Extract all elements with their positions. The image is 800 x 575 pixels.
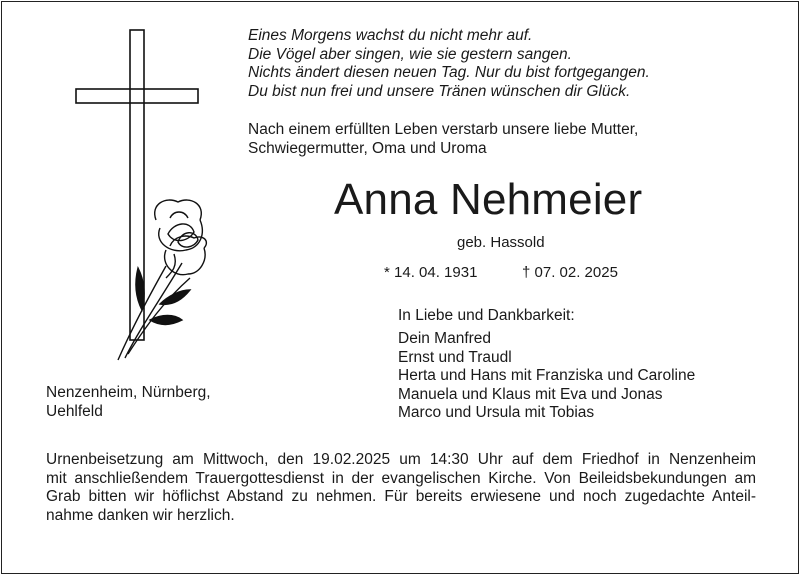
deceased-name: Anna Nehmeier [334,175,643,224]
place-line: Uehlfeld [46,402,103,420]
mourner-entry: Ernst und Traudl [398,348,512,366]
funeral-notice [46,451,756,525]
poem-line: Die Vögel aber singen, wie sie gestern sangen. [248,45,572,63]
notice-line: Urnenbeisetzung am Mittwoch, den 19.02.2025 um 14:30 Uhr auf dem Friedhof in Nenzenheim [46,451,756,468]
mourner-entry: Herta und Hans mit Franziska und Caroline [398,367,696,384]
mourner-entry: Dein Manfred [398,330,492,347]
roses-illustration [118,200,206,360]
intro-line: Schwiegermutter, Oma und Uroma [248,139,487,157]
place-names [46,384,211,421]
maiden-name: geb. Hassold [457,234,545,251]
mourners-heading: In Liebe und Dankbarkeit: [398,307,575,324]
place-line: Nenzenheim, Nürnberg, [46,384,211,401]
death-date: † 07. 02. 2025 [522,264,618,281]
notice-line: mit anschließendem Trauergottesdienst in der evangelischen Kirche. Von Beileidsbekundungen am [46,469,756,487]
mourner-entry: Marco und Ursula mit Tobias [398,404,595,421]
cross-and-roses [70,28,220,368]
notice-line: Grab bitten wir höflichst Abstand zu nehmen. Für bereits erwiesene und noch zugedachte Anteil- [46,488,756,505]
poem-line: Nichts ändert diesen neuen Tag. Nur du bist fortgegangen. [248,64,650,81]
poem-line: Eines Morgens wachst du nicht mehr auf. [248,27,533,44]
poem [248,27,650,101]
notice-line: nahme danken wir herzlich. [46,506,235,524]
birth-date: * 14. 04. 1931 [384,264,478,281]
poem-line: Du bist nun frei und unsere Tränen wünschen dir Glück. [248,82,631,100]
intro-text [248,121,638,158]
intro-line: Nach einem erfüllten Leben verstarb unsere liebe Mutter, [248,121,639,138]
mourner-entry: Manuela und Klaus mit Eva und Jonas [398,385,663,403]
mourners-list [398,330,695,423]
